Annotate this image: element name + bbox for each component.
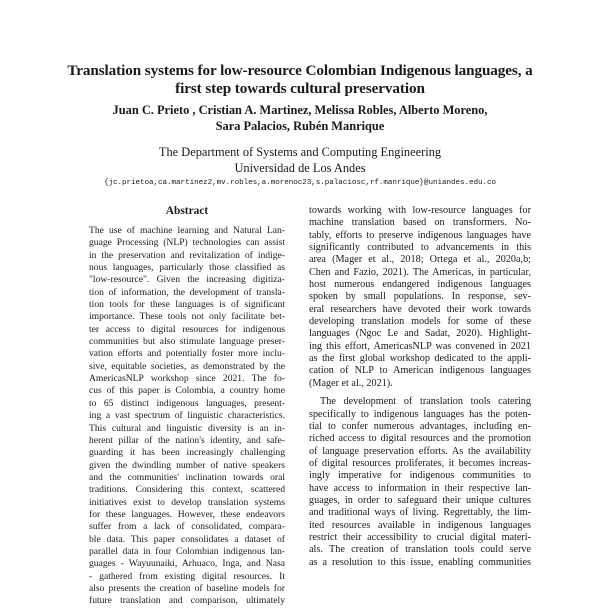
abstract-line: initiatives exist to develop translation systems [89, 496, 285, 508]
title-line-1: Translation systems for low-resource Colombian Indigenous languages, a [67, 62, 533, 79]
abstract-line: guarding it has been increasingly challenging [89, 447, 285, 459]
intro-paragraph-2-line: ited resources available in indigenous languages [309, 519, 531, 531]
intro-paragraph-1-line: towards working with low-resource languages for [309, 205, 531, 216]
abstract-line: - gathered from existing digital resources. It [89, 570, 285, 582]
author-emails: {jc.prietoa,ca.martinez2,mv.robles,a.morenoc23,s.palaciosc,rf.manrique}@uniandes.edu.co [103, 179, 497, 187]
intro-paragraph-2-line: restrict their accessibility to crucial digital materi- [309, 531, 531, 543]
abstract-line: to 65 distinct indigenous languages, present- [89, 397, 285, 409]
abstract-line: guages - Wayuunaiki, Arhuaco, Inga, and Nasa [89, 558, 285, 570]
abstract-line: ing a vast spectrum of linguistic characteristics. [89, 410, 285, 422]
intro-paragraph-2-line: riched access to digital resources and the promotion [309, 433, 531, 445]
abstract-line: future translation and comparison, ultimately [89, 595, 285, 607]
intro-paragraph-1-line: (Mager et al., 2021). [309, 377, 393, 389]
intro-paragraph-1-line: spoken by small populations. In response, sev- [309, 291, 531, 303]
affiliation-line-2: Universidad de Los Andes [234, 161, 366, 175]
intro-paragraph-2-line: of language preservation efforts. As the availability [309, 445, 531, 457]
intro-paragraph-2-line: The development of translation tools catering [320, 396, 531, 408]
affiliation-line-1: The Department of Systems and Computing Engineering [158, 145, 442, 159]
intro-paragraph-1-line: machine translation based on transformers. No- [309, 217, 531, 229]
intro-paragraph-2-line: as a resolution to this issue, enabling communities [309, 556, 531, 568]
intro-paragraph-2-line: ingly imperative for indigenous communities to [309, 470, 531, 482]
abstract-line: tion of information, the development of transla- [89, 286, 285, 298]
abstract-line: cus of this paper is Colombia, a country home [89, 385, 285, 397]
abstract-line: "low-resource". Given the increasing digitiza- [89, 274, 285, 286]
intro-paragraph-2-line: and traditional ways of living. Regrettably, the lim- [309, 507, 531, 519]
intro-paragraph-1-line: developing translation models for some of these [309, 316, 531, 328]
intro-paragraph-1-line: languages (Ngoc Le and Sadat, 2020). Highlight- [309, 328, 531, 340]
abstract-line: herent pillar of the nation's identity, and safe- [89, 434, 285, 446]
title-line-2: first step towards cultural preservation [175, 80, 425, 97]
authors-line-2: Sara Palacios, Rubén Manrique [215, 119, 385, 133]
abstract-line: given the dwindling number of native speakers [89, 459, 285, 471]
abstract-line: guage Processing (NLP) technologies can assist [89, 237, 285, 249]
abstract-line: vation efforts and potentially foster more inclu- [89, 348, 285, 360]
abstract-line: in the preservation and revitalization of indige- [89, 249, 285, 261]
abstract-line: for these languages. However, these endeavors [89, 508, 285, 520]
intro-paragraph-2-line: specifically to indigenous languages has the poten- [309, 408, 531, 420]
intro-paragraph-2-line: als. The creation of translation tools could serve [309, 544, 531, 556]
intro-paragraph-1-line: ing this effort, AmericasNLP was convened in 2021 [309, 340, 531, 352]
intro-paragraph-1-line: Chen and Fazio, 2021). The Americas, in particular, [309, 266, 531, 278]
intro-paragraph-1-line: host numerous endangered indigenous languages [309, 279, 531, 291]
abstract-line: parallel data in four Colombian indigenous lan- [89, 545, 285, 557]
intro-paragraph-2-line: of digital resources proliferates, it becomes increas- [309, 457, 531, 469]
abstract-line: The use of machine learning and Natural Lan- [89, 225, 285, 236]
abstract-line: nous languages, particularly those classified as [89, 262, 285, 274]
abstract-line: traditions. Considering this context, scattered [89, 484, 285, 496]
abstract-line: communities but also stimulate language preser- [89, 336, 285, 348]
intro-paragraph-2-line: guages, in order to safeguard their unique cultures [309, 494, 531, 506]
introduction-body [309, 205, 531, 569]
abstract-line: and the communities' inclination towards oral [89, 471, 285, 483]
abstract-line: sive, equitable societies, as demonstrated by the [89, 360, 285, 372]
abstract-line: ter access to digital resources for indigenous [89, 323, 285, 335]
intro-paragraph-1-line: as the first global workshop dedicated to the appli- [309, 353, 531, 365]
abstract-line: tion tools for these languages is of significant [89, 299, 285, 311]
abstract-line: importance. These tools not only facilitate bet- [89, 311, 285, 323]
intro-paragraph-2-line: tial to confer numerous advantages, including en- [309, 420, 531, 432]
intro-paragraph-1-line: significantly contributed to advancements in this [309, 242, 531, 254]
intro-paragraph-1-line: eral researchers have devoted their work towards [309, 303, 531, 315]
abstract-line: AmericasNLP workshop since 2021. The fo- [89, 373, 285, 385]
authors-line-1: Juan C. Prieto , Cristian A. Martinez, Melissa Robles, Alberto Moreno, [112, 103, 488, 117]
abstract-body [89, 225, 285, 608]
intro-paragraph-2-line: have access to information in their respective lan- [309, 482, 531, 494]
abstract-line: ble data. This paper consolidates a dataset of [89, 533, 285, 545]
intro-paragraph-1-line: area (Mager et al., 2018; Ortega et al., 2020a,b; [309, 254, 531, 266]
abstract-line: This cultural and linguistic diversity is an in- [89, 422, 285, 434]
intro-paragraph-1-line: cation of NLP to American indigenous languages [309, 365, 531, 377]
abstract-heading: Abstract [165, 205, 209, 217]
intro-paragraph-1-line: tably, efforts to preserve indigenous languages have [309, 229, 531, 241]
abstract-line: also presents the creation of baseline models for [89, 582, 285, 594]
abstract-line: suffer from a lack of consolidated, compara- [89, 521, 285, 533]
